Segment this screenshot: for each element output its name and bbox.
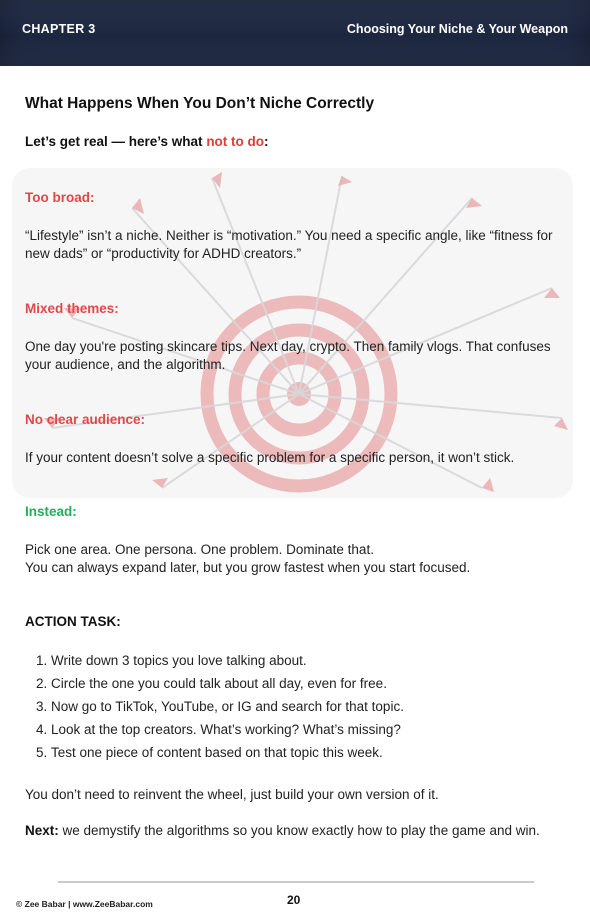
section-heading: What Happens When You Don’t Niche Correctly [25,95,375,112]
instead-line-2: You can always expand later, but you grow fastest when you start focused. [25,560,471,575]
mistake-text-too-broad: “Lifestyle” isn’t a niche. Neither is “motivation.” You need a specific angle, like “fitness for new dads” or “productivity for ADHD creators.” [25,228,553,261]
closing-line: You don’t need to reinvent the wheel, just build your own version of it. [25,787,439,802]
instead-title: Instead: [25,504,77,519]
mistake-text-mixed-themes: One day you're posting skincare tips. Next day, crypto. Then family vlogs. That confuses your audience, and the algorithm. [25,339,551,372]
mistake-title-too-broad: Too broad: [25,190,95,205]
intro-text: Let’s get real — here’s what [25,134,207,149]
intro-colon: : [264,134,269,149]
intro-line [25,134,269,149]
list-item: 1. Write down 3 topics you love talking about. [51,652,571,675]
action-task-list [33,652,571,767]
list-item: 3. Now go to TikTok, YouTube, or IG and search for that topic. [51,698,571,721]
page-number: 20 [287,893,301,907]
chapter-header-bar [0,0,590,66]
list-item: 4. Look at the top creators. What’s working? What’s missing? [51,721,571,744]
footer-divider [58,881,534,883]
next-teaser [25,821,570,840]
action-task-title: ACTION TASK: [25,614,121,629]
chapter-title: Choosing Your Niche & Your Weapon [346,22,568,36]
list-item: 5. Test one piece of content based on that topic this week. [51,744,571,767]
next-text: we demystify the algorithms so you know exactly how to play the game and win. [58,823,540,838]
mistake-text-no-audience: If your content doesn’t solve a specific problem for a specific person, it won’t stick. [25,450,515,465]
mistake-title-mixed-themes: Mixed themes: [25,301,119,316]
instead-line-1: Pick one area. One persona. One problem. Dominate that. [25,542,374,557]
intro-highlight: not to do [206,134,265,149]
footer-copyright: © Zee Babar | www.ZeeBabar.com [16,899,153,909]
mistake-title-no-audience: No clear audience: [25,412,146,427]
next-label: Next: [25,823,59,838]
chapter-label: CHAPTER 3 [22,22,96,36]
list-item: 2. Circle the one you could talk about all day, even for free. [51,675,571,698]
